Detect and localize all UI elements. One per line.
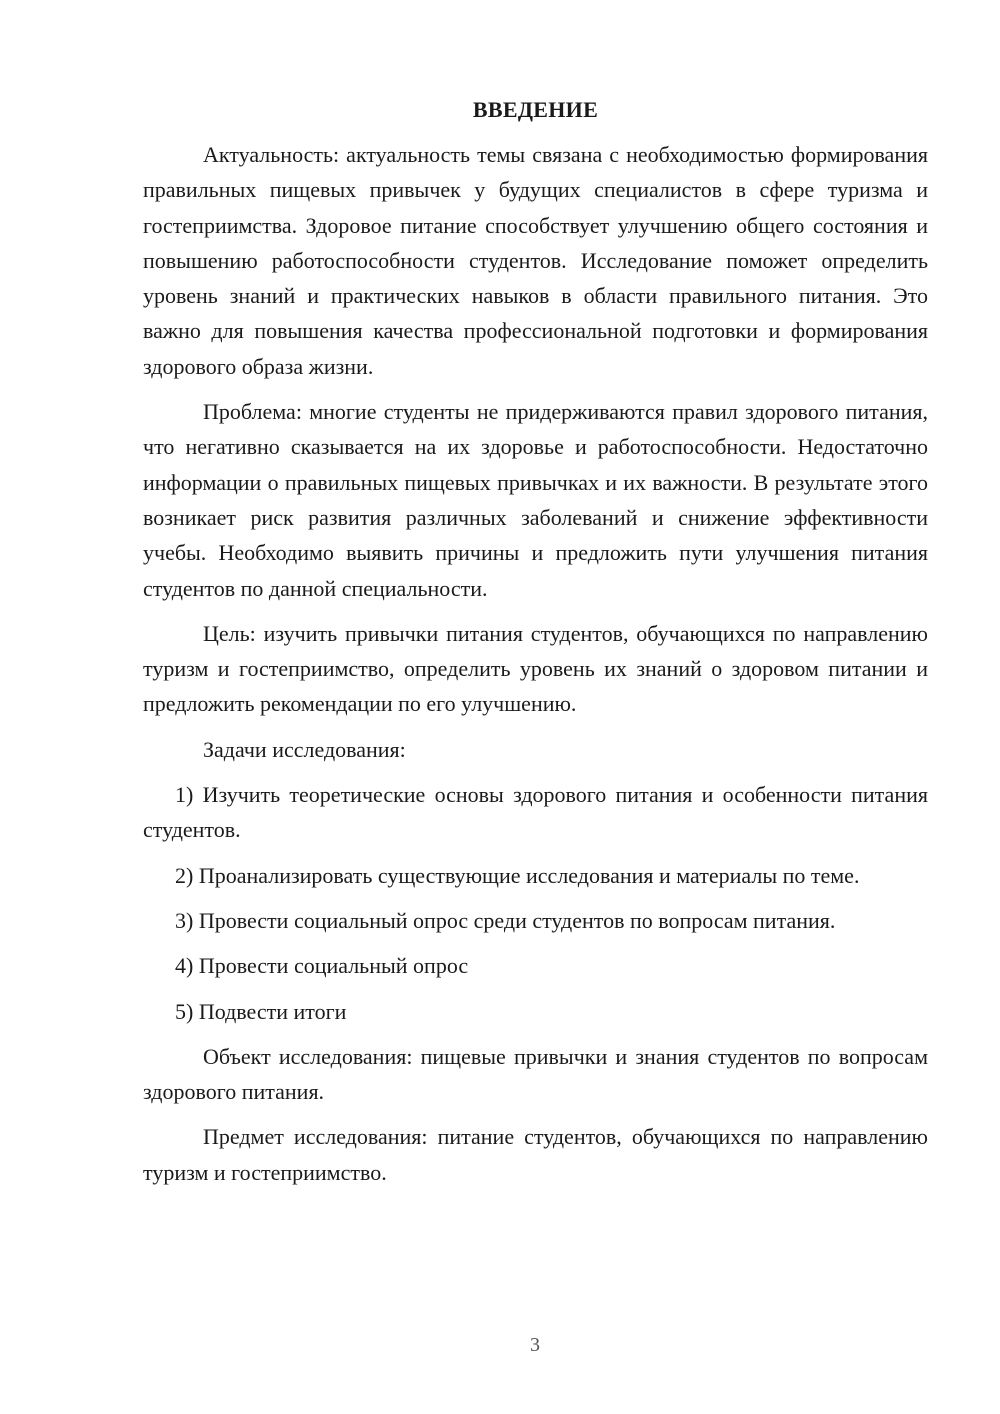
section-title: ВВЕДЕНИЕ — [472, 97, 599, 122]
paragraph-subject: Предмет исследования: питание студентов, обучающихся по направлению туризм и гостеприимство. — [143, 1124, 928, 1185]
document-page — [143, 95, 928, 1200]
task-item-3: 3) Провести социальный опрос среди студентов по вопросам питания. — [175, 907, 836, 933]
paragraph-problem: Проблема: многие студенты не придерживаются правил здорового питания, что негативно сказывается на их здоровье и работоспособности. Недостаточно информации о правильных пищевых привычках и их важности. В результате этого возникает риск развития различных заболеваний и снижение эффективности учебы. Необходимо выявить причины и предложить пути улучшения питания студентов по данной специальности. — [143, 399, 928, 601]
paragraph-relevance: Актуальность: актуальность темы связана с необходимостью формирования правильных пищевых привычек у будущих специалистов в сфере туризма и гостеприимства. Здоровое питание способствует улучшению общего состояния и повышению работоспособности студентов. Исследование поможет определить уровень знаний и практических навыков в области правильного питания. Это важно для повышения качества профессиональной подготовки и формирования здорового образа жизни. — [143, 142, 928, 379]
paragraph-object: Объект исследования: пищевые привычки и знания студентов по вопросам здорового питания. — [143, 1043, 928, 1105]
paragraph-goal: Цель: изучить привычки питания студентов, обучающихся по направлению туризм и гостеприимство, определить уровень их знаний о здоровом питании и предложить рекомендации по его улучшению. — [143, 620, 928, 717]
page-number: 3 — [530, 1334, 540, 1356]
tasks-heading: Задачи исследования: — [203, 736, 406, 762]
task-item-4: 4) Провести социальный опрос — [175, 953, 469, 979]
task-item-1: 1) Изучить теоретические основы здорового питания и особенности питания студентов. — [143, 782, 928, 843]
task-item-2: 2) Проанализировать существующие исследования и материалы по теме. — [175, 862, 860, 888]
task-item-5: 5) Подвести итоги — [175, 998, 347, 1024]
